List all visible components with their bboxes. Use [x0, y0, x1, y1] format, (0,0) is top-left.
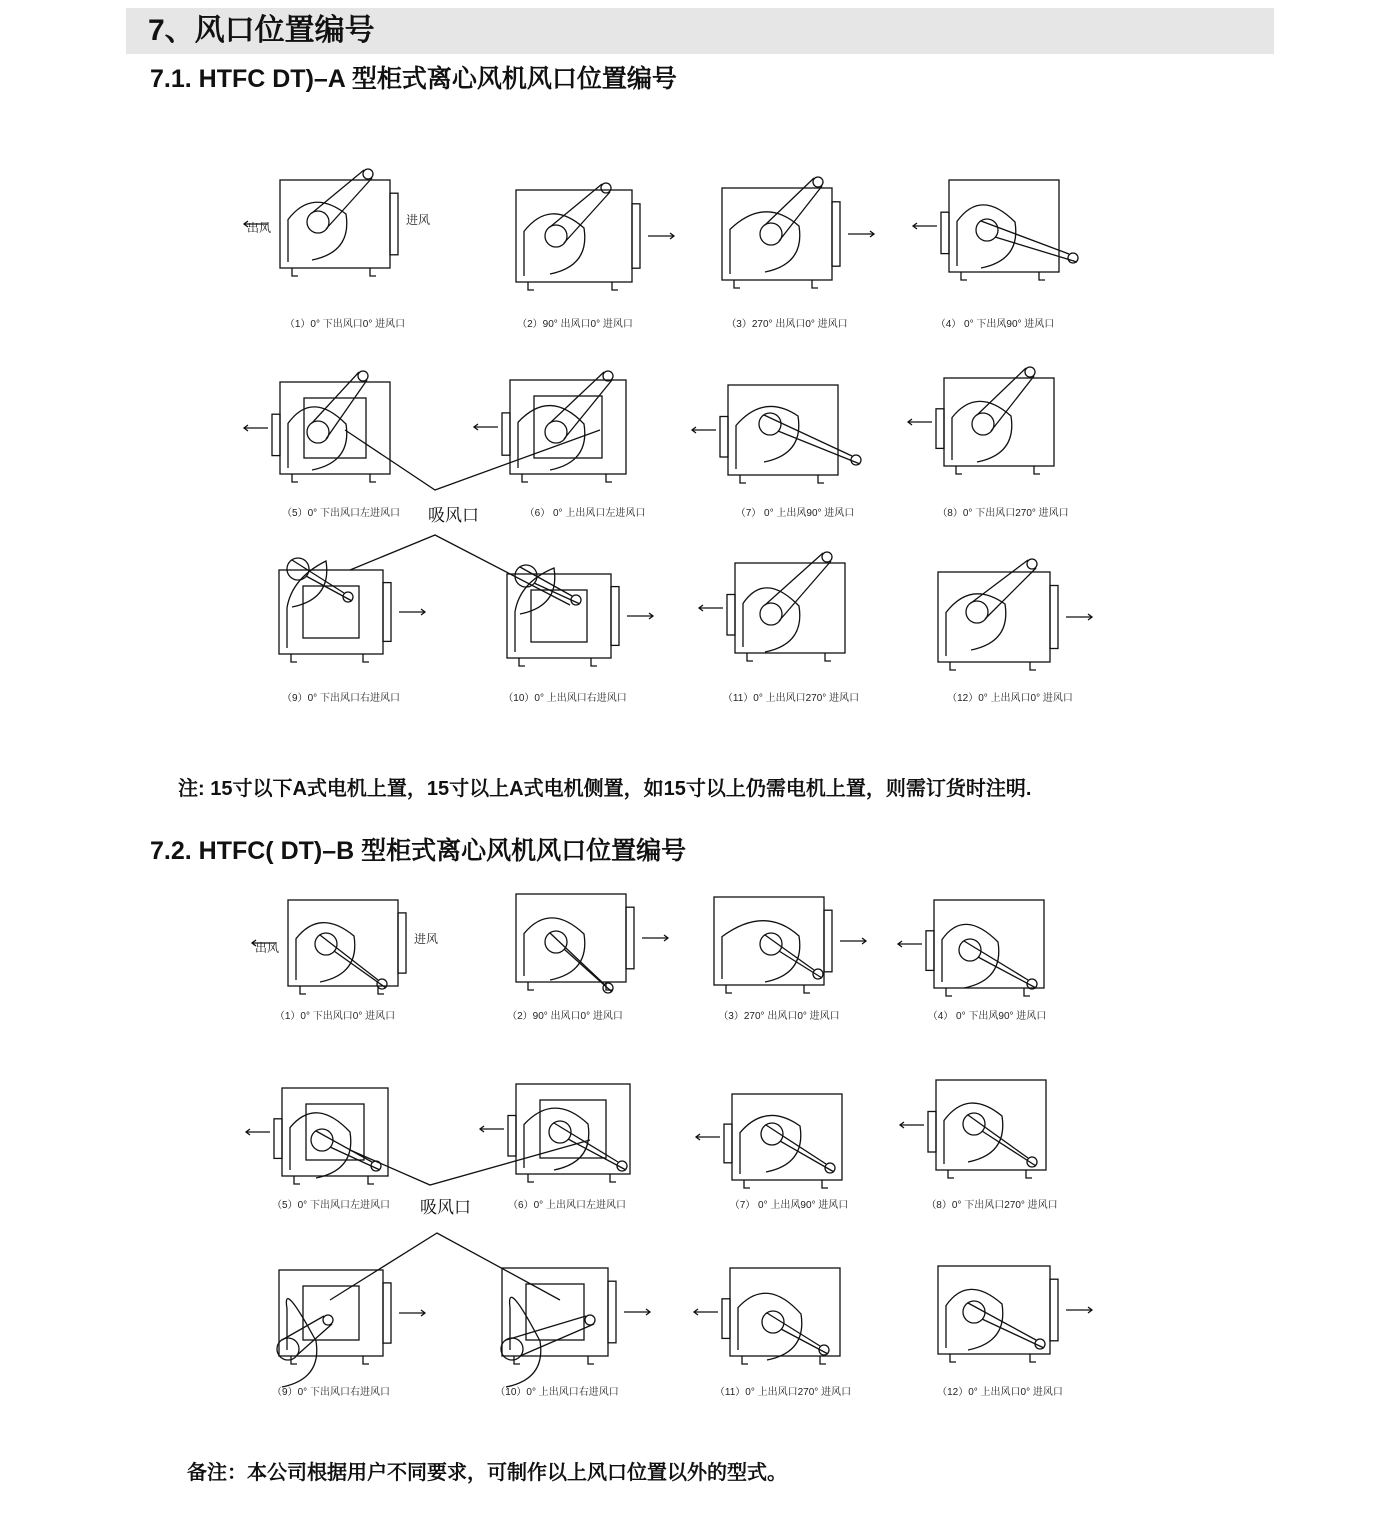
- caption-b-2: （2）90° 出风口0° 进风口: [507, 1011, 623, 1022]
- caption-b-1: （1）0° 下出风口0° 进风口: [274, 1011, 396, 1022]
- fan-a-7-cabinet: [728, 385, 838, 475]
- fan-b-11-cabinet: [730, 1268, 840, 1356]
- fan-b-5-side-flange: [274, 1119, 282, 1159]
- caption-b-6: （6）0° 上出风口左进风口: [508, 1200, 626, 1211]
- fan-a-7-belt-1: [764, 415, 852, 456]
- fan-a-8-foot-right: [1034, 466, 1040, 474]
- fan-a-7-volute: [736, 406, 799, 469]
- fan-a-9-cabinet: [279, 570, 383, 654]
- fan-b-5-foot-right: [368, 1176, 374, 1184]
- fan-a-2-impeller: [545, 225, 567, 247]
- fan-a-2-foot-right: [612, 282, 618, 290]
- fan-b-2-belt-2: [564, 949, 612, 992]
- fan-b-8-impeller: [963, 1113, 985, 1135]
- fan-a-10-belt-2: [534, 583, 580, 604]
- fan-b-3-cabinet: [714, 897, 824, 985]
- fan-b-6-cabinet: [516, 1084, 630, 1174]
- fan-b-1-impeller: [315, 933, 337, 955]
- fan-a-10-impeller: [515, 565, 537, 587]
- fan-a-1-belt-1: [312, 170, 364, 213]
- fan-b-2-foot-left: [528, 982, 534, 990]
- fan-b-11-side-flange: [722, 1299, 730, 1339]
- fan-b-3-belt-1: [765, 935, 814, 970]
- fan-a-9-foot-left: [291, 654, 297, 662]
- fan-a-8-belt-2: [991, 376, 1034, 431]
- fan-b-11-foot-left: [742, 1356, 748, 1364]
- fan-a-12-impeller: [966, 601, 988, 623]
- caption-a-10: （10）0° 上出风口右进风口: [503, 693, 627, 704]
- fan-b-12-side-flange: [1050, 1279, 1058, 1341]
- fan-a-11-volute: [743, 588, 800, 652]
- fan-a-1-foot-right: [370, 268, 376, 276]
- fan-a-8-impeller: [972, 413, 994, 435]
- fan-b-12-cabinet: [938, 1266, 1050, 1354]
- fan-a-10-volute: [515, 568, 555, 652]
- fan-a-4-belt-2: [995, 237, 1077, 262]
- fan-b-1-belt-2: [334, 951, 386, 988]
- fan-b-8-belt-1: [968, 1115, 1028, 1158]
- fan-b-9-foot-right: [363, 1356, 369, 1364]
- fan-b-11-foot-right: [820, 1356, 826, 1364]
- fan-b-12-volute: [946, 1289, 1003, 1350]
- part-b-heading: 7.2. HTFC( DT)–B 型柜式离心风机风口位置编号: [150, 837, 687, 865]
- fan-a-1-belt-2: [326, 178, 372, 229]
- fan-a-12-foot-right: [1030, 662, 1036, 670]
- fan-a-10-foot-left: [519, 658, 525, 666]
- label-b-in: 进风: [414, 932, 439, 946]
- fan-a-1-pulley: [363, 169, 373, 179]
- fan-b-6-foot-left: [528, 1174, 534, 1182]
- fan-b-6-volute: [524, 1108, 589, 1170]
- caption-b-7: （7） 0° 上出风90° 进风口: [729, 1200, 849, 1211]
- fan-a-5-side-flange: [272, 414, 280, 455]
- fan-a-11-impeller: [760, 603, 782, 625]
- fan-b-6-side-flange: [508, 1116, 516, 1157]
- fan-a-6-cabinet: [510, 380, 626, 474]
- fan-a-1-foot-left: [292, 268, 298, 276]
- fan-a-3-pulley: [813, 177, 823, 187]
- fan-b-1-volute: [296, 923, 355, 982]
- fan-b-9-side-flange: [383, 1283, 391, 1343]
- fan-a-6-side-flange: [502, 413, 510, 455]
- fan-b-7-foot-left: [744, 1180, 750, 1188]
- section-title: 7、风口位置编号: [148, 14, 375, 47]
- fan-a-6-foot-left: [522, 474, 528, 482]
- fan-b-10-belt-1: [506, 1316, 586, 1340]
- fan-b-12-foot-left: [950, 1354, 956, 1362]
- fan-a-7-impeller: [759, 413, 781, 435]
- fan-a-1-impeller: [307, 211, 329, 233]
- fan-b-11-volute: [738, 1293, 802, 1360]
- fan-b-1-side-flange: [398, 913, 406, 973]
- fan-a-12-volute: [946, 594, 1006, 656]
- fan-b-1-cabinet: [288, 900, 398, 986]
- fan-a-10-inlet-frame: [531, 590, 587, 642]
- fan-a-3-side-flange: [832, 202, 840, 266]
- caption-a-4: （4） 0° 下出风90° 进风口: [935, 319, 1055, 330]
- fan-b-8-side-flange: [928, 1112, 936, 1153]
- fan-a-10-side-flange: [611, 587, 619, 646]
- caption-a-3: （3）270° 出风口0° 进风口: [726, 319, 848, 330]
- caption-a-2: （2）90° 出风口0° 进风口: [517, 319, 633, 330]
- fan-b-10-side-flange: [608, 1281, 616, 1343]
- fan-a-6-belt-2: [564, 380, 612, 439]
- fan-b-11-belt-1: [767, 1313, 820, 1346]
- caption-b-12: （12）0° 上出风口0° 进风口: [937, 1387, 1063, 1398]
- fan-a-9-side-flange: [383, 583, 391, 642]
- fan-a-12-foot-left: [950, 662, 956, 670]
- fan-b-6-foot-right: [610, 1174, 616, 1182]
- fan-b-1-belt-1: [320, 935, 378, 980]
- fan-a-4-foot-left: [961, 272, 967, 280]
- fan-a-10-foot-right: [591, 658, 597, 666]
- fan-a-11-pulley: [822, 552, 832, 562]
- caption-b-3: （3）270° 出风口0° 进风口: [718, 1011, 840, 1022]
- caption-b-10: （10）0° 上出风口右进风口: [495, 1387, 619, 1398]
- fan-a-7-foot-right: [818, 475, 824, 483]
- fan-a-2-belt-2: [564, 192, 610, 243]
- label-a-out: 出风: [247, 221, 272, 235]
- suction-leader-a-top: [345, 430, 600, 490]
- fan-a-11-foot-left: [747, 653, 753, 661]
- fan-a-7-belt-2: [778, 431, 860, 464]
- fan-a-9-inlet-frame: [303, 586, 359, 638]
- suction-label-b: 吸风口: [420, 1198, 471, 1217]
- fan-a-2-pulley: [601, 183, 611, 193]
- fan-b-9-cabinet: [279, 1270, 383, 1356]
- fan-b-9-impeller: [277, 1338, 299, 1360]
- fan-b-4-foot-left: [946, 988, 952, 996]
- caption-a-8: （8）0° 下出风口270° 进风口: [937, 508, 1069, 519]
- fan-b-7-side-flange: [724, 1124, 732, 1163]
- fan-a-9-volute: [287, 561, 327, 648]
- fan-b-4-foot-right: [1024, 988, 1030, 996]
- fan-a-7-side-flange: [720, 417, 728, 458]
- caption-b-5: （5）0° 下出风口左进风口: [272, 1200, 390, 1211]
- fan-b-7-foot-right: [822, 1180, 828, 1188]
- fan-b-5-impeller: [311, 1129, 333, 1151]
- suction-leader-b-top: [350, 1140, 590, 1185]
- caption-b-8: （8）0° 下出风口270° 进风口: [926, 1200, 1058, 1211]
- fan-b-10-pulley: [585, 1315, 595, 1325]
- fan-b-10-volute: [506, 1297, 541, 1387]
- fan-a-8-side-flange: [936, 409, 944, 449]
- label-a-in: 进风: [406, 213, 431, 227]
- fan-a-3-foot-right: [812, 280, 818, 288]
- caption-b-11: （11）0° 上出风口270° 进风口: [714, 1387, 852, 1398]
- fan-b-3-side-flange: [824, 910, 832, 972]
- label-b-out: 出风: [255, 941, 280, 955]
- fan-b-2-cabinet: [516, 894, 626, 982]
- fan-a-6-volute: [518, 406, 585, 470]
- fan-a-3-belt-1: [765, 178, 814, 225]
- fan-a-12-pulley: [1027, 559, 1037, 569]
- caption-a-11: （11）0° 上出风口270° 进风口: [722, 693, 860, 704]
- fan-b-4-cabinet: [934, 900, 1044, 988]
- caption-a-6: （6） 0° 上出风口左进风口: [524, 508, 646, 519]
- fan-b-12-impeller: [963, 1301, 985, 1323]
- caption-b-9: （9）0° 下出风口右进风口: [272, 1387, 390, 1398]
- fan-b-2-volute: [524, 918, 585, 980]
- fan-a-9-foot-right: [363, 654, 369, 662]
- fan-b-8-cabinet: [936, 1080, 1046, 1170]
- fan-b-10-impeller: [501, 1338, 523, 1360]
- suction-label-a: 吸风口: [428, 506, 479, 525]
- fan-a-4-volute: [957, 205, 1016, 268]
- fan-a-3-impeller: [760, 223, 782, 245]
- fan-b-11-belt-2: [781, 1329, 828, 1354]
- fan-b-1-foot-left: [300, 986, 306, 994]
- fan-a-4-side-flange: [941, 212, 949, 253]
- fan-b-10-foot-right: [588, 1356, 594, 1364]
- fan-a-7-foot-left: [740, 475, 746, 483]
- fan-b-4-volute: [942, 924, 999, 988]
- fan-b-8-belt-2: [982, 1131, 1036, 1166]
- fan-a-4-foot-right: [1039, 272, 1045, 280]
- fan-b-12-foot-right: [1030, 1354, 1036, 1362]
- caption-a-12: （12）0° 上出风口0° 进风口: [947, 693, 1073, 704]
- part-a-note: 注: 15寸以下A式电机上置，15寸以上A式电机侧置，如15寸以上仍需电机上置，则需订货时注明.: [178, 778, 1032, 800]
- fan-b-4-belt-2: [978, 957, 1036, 988]
- caption-a-9: （9）0° 下出风口右进风口: [282, 693, 400, 704]
- footer-note: 备注：本公司根据用户不同要求，可制作以上风口位置以外的型式。: [187, 1462, 787, 1484]
- fan-a-3-belt-2: [779, 186, 822, 241]
- fan-b-8-foot-left: [948, 1170, 954, 1178]
- fan-b-7-belt-2: [780, 1141, 834, 1172]
- fan-a-8-foot-left: [956, 466, 962, 474]
- fan-b-9-pulley: [323, 1315, 333, 1325]
- fan-a-5-foot-left: [292, 474, 298, 482]
- fan-a-1-side-flange: [390, 193, 398, 255]
- fan-b-10-cabinet: [502, 1268, 608, 1356]
- caption-b-4: （4） 0° 下出风90° 进风口: [927, 1011, 1047, 1022]
- fan-b-5-belt-2: [330, 1147, 380, 1170]
- fan-a-2-foot-left: [528, 282, 534, 290]
- fan-b-12-belt-2: [982, 1319, 1044, 1348]
- fan-b-5-foot-left: [294, 1176, 300, 1184]
- caption-a-5: （5）0° 下出风口左进风口: [282, 508, 400, 519]
- fan-a-6-impeller: [545, 421, 567, 443]
- fan-a-3-cabinet: [722, 188, 832, 280]
- fan-a-8-pulley: [1025, 367, 1035, 377]
- fan-a-6-foot-right: [606, 474, 612, 482]
- fan-a-12-belt-1: [971, 560, 1028, 603]
- caption-a-7: （7） 0° 上出风90° 进风口: [735, 508, 855, 519]
- fan-a-5-foot-right: [370, 474, 376, 482]
- fan-a-5-pulley: [358, 371, 368, 381]
- fan-b-2-impeller: [545, 931, 567, 953]
- fan-a-4-impeller: [976, 219, 998, 241]
- fan-a-11-foot-right: [825, 653, 831, 661]
- fan-a-2-side-flange: [632, 204, 640, 268]
- fan-a-2-cabinet: [516, 190, 632, 282]
- fan-b-4-side-flange: [926, 931, 934, 971]
- fan-a-12-belt-2: [985, 568, 1036, 619]
- fan-b-2-belt-1: [550, 933, 604, 984]
- fan-a-3-foot-left: [734, 280, 740, 288]
- fan-a-12-side-flange: [1050, 586, 1058, 649]
- fan-b-2-side-flange: [626, 907, 634, 969]
- fan-a-9-belt-2: [306, 576, 352, 601]
- fan-a-11-belt-1: [765, 553, 823, 605]
- fan-b-8-foot-right: [1026, 1170, 1032, 1178]
- caption-a-1: （1）0° 下出风口0° 进风口: [284, 319, 406, 330]
- fan-a-11-side-flange: [727, 595, 735, 636]
- fan-b-3-foot-right: [804, 985, 810, 993]
- part-a-heading: 7.1. HTFC DT)–A 型柜式离心风机风口位置编号: [150, 65, 677, 93]
- fan-b-3-foot-left: [726, 985, 732, 993]
- fan-a-5-impeller: [307, 421, 329, 443]
